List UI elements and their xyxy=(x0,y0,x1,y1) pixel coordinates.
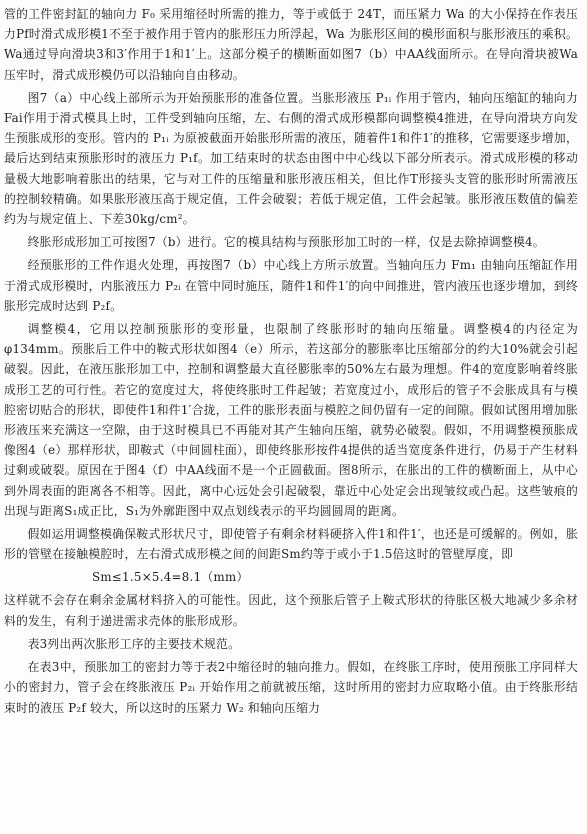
paragraph-7: 这样就不会存在剩余金属材料挤入的可能性。因此，这个预胀后管子上鞍式形状的待胀区极大地减少多余材料的发生，有利于递进需求壳体的胀形成形。 xyxy=(4,593,578,628)
paragraph-1: 管的工件密封缸的轴向力 F₀ 采用缩径时所需的推力，等于或低于 24T，而压紧力 Wa 的大小保持在作表压力Pf时滑式成形模1不至于被作用于管内的胀形压力所浮起，Wa 为胀形区间的模形面积与胀形液压的乘积。Wa通过导向滑块3和3′作用于1和1′上。这部分模子的横断面如图7（b）中AA线面所示。在导向滑块被Wa压牢时，滑式成形模仍可以沿轴向自由移动。 xyxy=(4,7,578,82)
paragraph-2: 图7（a）中心线上部所示为开始预胀形的准备位置。当胀形液压 P₁ᵢ 作用于管内，轴向压缩缸的轴向力Fai作用于滑式模具上时，工件受到轴向压缩，左、右侧的滑式成形模都向调整模4推进，在导向滑块方向发生预胀成形的变形。管内的 P₁ᵢ 为原被截面开始胀形所需的液压，随着件1和件1′的推移，它需要逐步增加，最后达到结束预胀形时的液压力 P₁f。加工结束时的状态由图中中心线以下部分所表示。滑式成形模的移动量极大地影响着胀出的结果，它与对工件的压缩量和胀形液压相关，但比作T形接头支管的胀形时所需液压的控制较精确。如果胀形液压高于规定值，工件会破裂；若低于规定值，工件会起皱。胀形液压数值的偏差约为与规定值上、下差30kg/cm²。 xyxy=(4,90,578,227)
paragraph-9: 在表3中，预胀加工的密封力等于表2中缩径时的轴向推力。假如，在终胀工序时，使用预胀工序同样大小的密封力，管子会在终胀液压 P₂ᵢ 开始作用之前就被压缩，这时所用的密封力应取略小值。由于终胀形结束时的液压 P₂f 较大，所以这时的压紧力 W₂ 和轴向压缩力 xyxy=(4,660,578,715)
paragraph-4: 经预胀形的工件作退火处理，再按图7（b）中心线上方所示放置。当轴向压力 Fm₁ 由轴向压缩缸作用于滑式成形模时，内胀液压力 P₂ᵢ 在管中同时施压，随件1和件1′的向中间推进，管内液压也逐步增加，到终胀形完成时达到 P₂f。 xyxy=(4,258,578,313)
paragraph-3: 终胀形成形加工可按图7（b）进行。它的模具结构与预胀形加工时的一样，仅是去除掉调整模4。 xyxy=(27,235,545,250)
paragraph-8: 表3列出两次胀形工序的主要技术规范。 xyxy=(27,636,241,651)
paragraph-6: 假如运用调整模确保鞍式形状尺寸，即使管子有剩余材料硬挤入件1和件1′，也还是可缓解的。例如，胀形的管壁在接触模腔时，左右滑式成形模之间的间距Sm约等于或小于1.5倍这时的管壁厚度，即 xyxy=(4,527,578,562)
equation-sm: Sm≤1.5×5.4=8.1（mm） xyxy=(92,570,249,585)
paragraph-5: 调整模4，它用以控制预胀形的变形量，也限制了终胀形时的轴向压缩量。调整模4的内径定为φ134mm。预胀后工件中的鞍式形状如图4（e）所示，若这部分的膨胀率比压缩部分的约大10%就会引起破裂。因此，在液压胀形加工中，控制和调整最大直径膨胀率的50%左右最为理想。件4的宽度影响着终胀成形工艺的可行性。若它的宽度过大，将使终胀时工件起皱；若宽度过小，成形后的管子不会胀成具有与模腔密切贴合的形状，即使件1和件1′合拢，工件的胀形表面与模腔之间仍留有一定的间隙。假如试图用增加胀形液压来充满这一空隙，由于这时模具已不再能对其产生轴向压缩，就势必破裂。假如，不用调整模预胀成像图4（e）那样形状，即鞍式（中间圆柱面），即使终胀形按件4提供的适当宽度条件进行，仍易于产生材料过剩或破裂。原因在于图4（f）中AA线面不是一个正圆截面。图8所示，在胀出的工件的横断面上，从中心到外周表面的距离各不相等。因此，离中心远处会引起破裂，靠近中心处定会出现皱纹或凸起。这些皱痕的出现与距离S₁成正比，S₁为外廓距图中双点划线表示的平均圆圆周的距离。 xyxy=(4,322,578,518)
